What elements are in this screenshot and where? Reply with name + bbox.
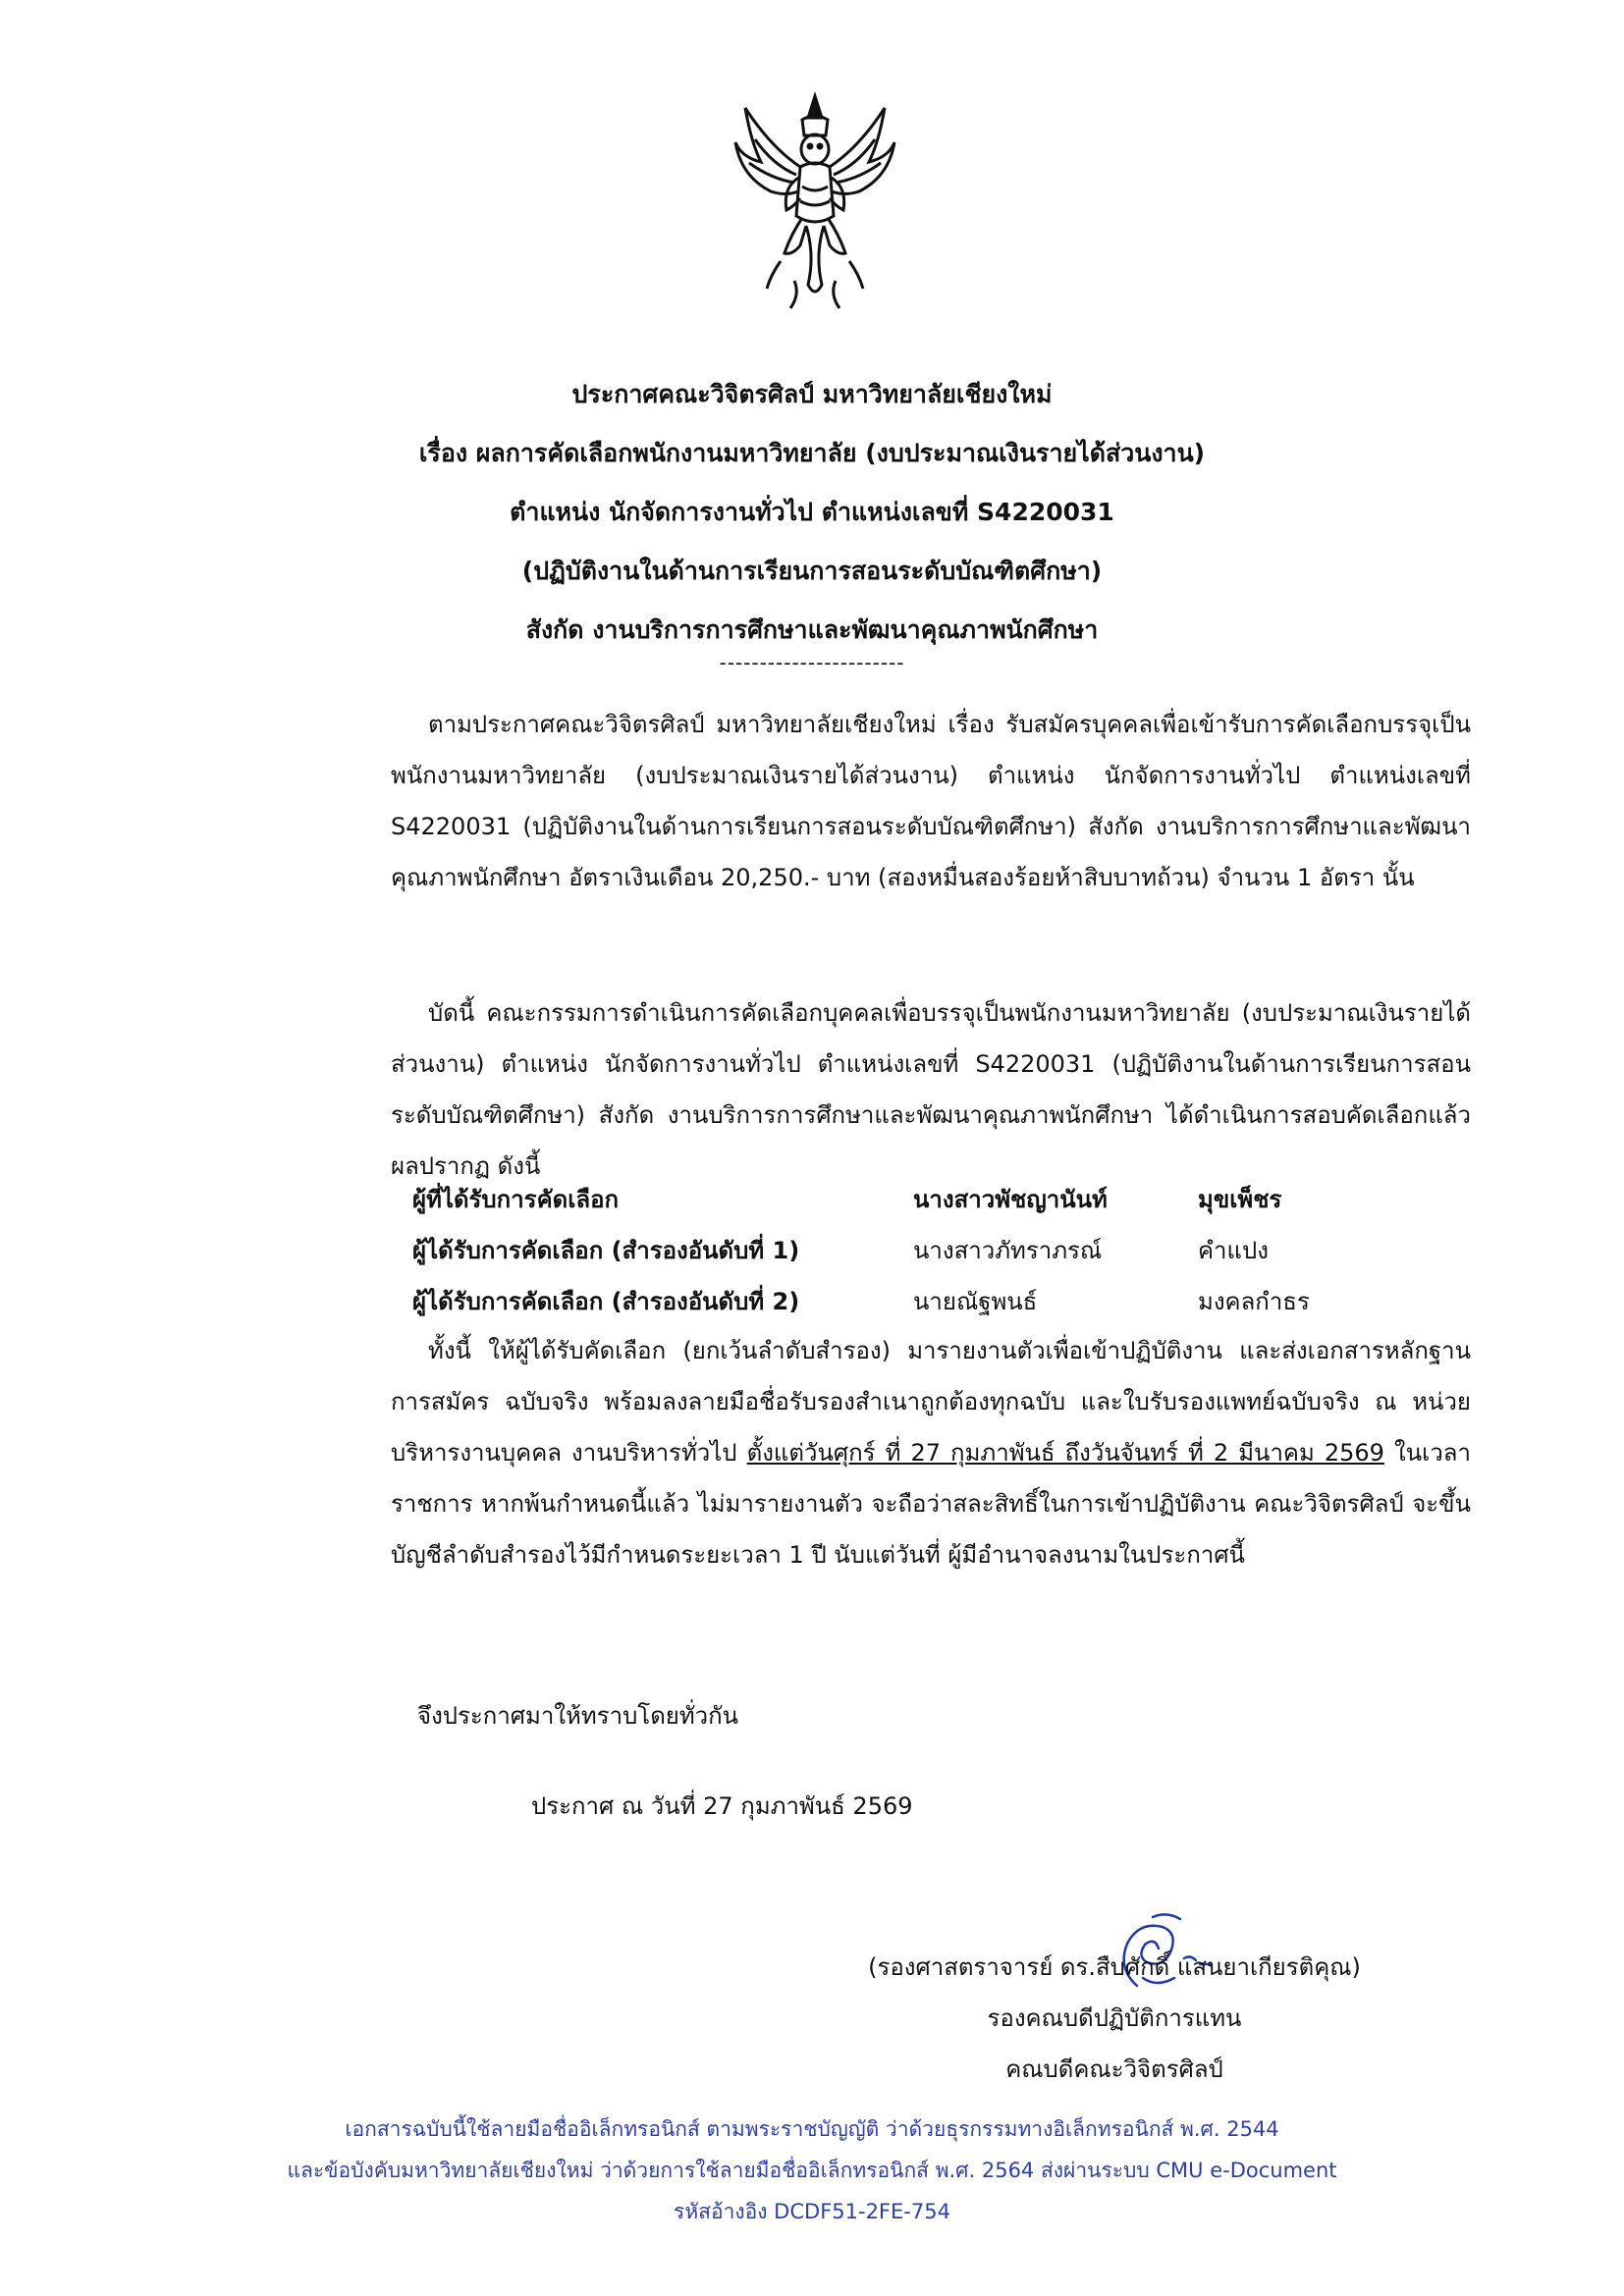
- paragraph-1-text: ตามประกาศคณะวิจิตรศิลป์ มหาวิทยาลัยเชียงใหม่ เรื่อง รับสมัครบุคคลเพื่อเข้ารับการคัดเลือกบรรจุเป็นพนักงานมหาวิทยาลัย (งบประมาณเงินรายได้ส่วนงาน) ตำแหน่ง นักจัดการงานทั่วไป ตำแหน่งเลขที่ S4220031 (ปฏิบัติงานในด้านการเรียนการสอนระดับบัณฑิตศึกษา) สังกัด งานบริการการศึกษาและพัฒนาคุณภาพนักศึกษา อัตราเงินเดือน 20,250.- บาท (สองหมื่นสองร้อยห้าสิบบาทถ้วน) จำนวน 1 อัตรา นั้น: [391, 711, 1471, 891]
- title-line-2: เรื่อง ผลการคัดเลือกพนักงานมหาวิทยาลัย (งบประมาณเงินรายได้ส่วนงาน): [418, 439, 1206, 467]
- announcement-date: ประกาศ ณ วันที่ 27 กุมภาพันธ์ 2569: [531, 1792, 913, 1820]
- paragraph-3-text-after: ในเวลาราชการ หากพ้นกำหนดนี้แล้ว ไม่มารายงานตัว จะถือว่าสละสิทธิ์ในการเข้าปฏิบัติงาน คณะวิจิตรศิลป์ จะขึ้นบัญชีลำดับสำรองไว้มีกำหนดระยะเวลา 1 ปี นับแต่วันที่ ผู้มีอำนาจลงนามในประกาศนี้: [391, 1439, 1471, 1569]
- footer-reference-code: รหัสอ้างอิง DCDF51-2FE-754: [674, 2200, 950, 2223]
- title-line-5: สังกัด งานบริการการศึกษาและพัฒนาคุณภาพนักศึกษา: [525, 615, 1099, 644]
- paragraph-1: [391, 699, 1471, 903]
- garuda-emblem-icon: [731, 88, 898, 314]
- signer-position-1: รองคณบดีปฏิบัติการแทน: [987, 2004, 1242, 2032]
- result-row: [412, 1225, 1394, 1276]
- result-role: ผู้ได้รับการคัดเลือก (สำรองอันดับที่ 2): [412, 1288, 800, 1315]
- paragraph-2-text: บัดนี้ คณะกรรมการดำเนินการคัดเลือกบุคคลเพื่อบรรจุเป็นพนักงานมหาวิทยาลัย (งบประมาณเงินรายได้ส่วนงาน) ตำแหน่ง นักจัดการงานทั่วไป ตำแหน่งเลขที่ S4220031 (ปฏิบัติงานในด้านการเรียนการสอนระดับบัณฑิตศึกษา) สังกัด งานบริการการศึกษาและพัฒนาคุณภาพนักศึกษา ได้ดำเนินการสอบคัดเลือกแล้วผลปรากฏ ดังนี้: [391, 999, 1471, 1180]
- title-line-1: ประกาศคณะวิจิตรศิลป์ มหาวิทยาลัยเชียงใหม่: [571, 380, 1053, 408]
- result-row: [412, 1174, 1394, 1225]
- title-line-3: ตำแหน่ง นักจัดการงานทั่วไป ตำแหน่งเลขที่ S4220031: [510, 498, 1114, 526]
- reporting-period: ตั้งแต่วันศุกร์ ที่ 27 กุมภาพันธ์ ถึงวันจันทร์ ที่ 2 มีนาคม 2569: [746, 1439, 1384, 1467]
- result-role: ผู้ที่ได้รับการคัดเลือก: [412, 1186, 620, 1213]
- paragraph-3-text-before: ทั้งนี้ ให้ผู้ได้รับคัดเลือก (ยกเว้นลำดับสำรอง) มารายงานตัวเพื่อเข้าปฏิบัติงาน และส่งเอกสารหลักฐานการสมัคร ฉบับจริง พร้อมลงลายมือชื่อรับรองสำเนาถูกต้องทุกฉบับ และใบรับรองแพทย์ฉบับจริง ณ หน่วยบริหารงานบุคคล งานบริหารทั่วไป: [391, 1337, 1471, 1467]
- result-first-name: นายณัฐพนธ์: [913, 1288, 1038, 1315]
- signer-position-2: คณบดีคณะวิจิตรศิลป์: [1005, 2056, 1223, 2083]
- result-first-name: นางสาวภัทราภรณ์: [913, 1237, 1103, 1264]
- signer-name: (รองศาสตราจารย์ ดร.สืบศักดิ์ แสนยาเกียรติคุณ): [868, 1953, 1361, 1981]
- result-role: ผู้ได้รับการคัดเลือก (สำรองอันดับที่ 1): [412, 1237, 800, 1264]
- paragraph-2: [391, 988, 1471, 1192]
- result-last-name: มุขเพ็ชร: [1198, 1186, 1282, 1213]
- title-divider: -----------------------: [719, 651, 905, 674]
- signer-block: [835, 1942, 1394, 2095]
- selection-results: [412, 1174, 1394, 1327]
- announcement-title: [0, 365, 1624, 660]
- e-signature-footer: [0, 2109, 1624, 2232]
- footer-line-2: และข้อบังคับมหาวิทยาลัยเชียงใหม่ ว่าด้วยการใช้ลายมือชื่ออิเล็กทรอนิกส์ พ.ศ. 2564 ส่งผ่านระบบ CMU e-Document: [287, 2159, 1337, 2182]
- result-row: [412, 1276, 1394, 1327]
- result-first-name: นางสาวพัชญานันท์: [913, 1186, 1108, 1213]
- footer-line-1: เอกสารฉบับนี้ใช้ลายมือชื่ออิเล็กทรอนิกส์ ตามพระราชบัญญัติ ว่าด้วยธุรกรรมทางอิเล็กทรอนิกส์ พ.ศ. 2544: [345, 2117, 1279, 2141]
- result-last-name: มงคลกำธร: [1198, 1288, 1310, 1315]
- result-last-name: คำแปง: [1198, 1237, 1269, 1264]
- closing-statement: จึงประกาศมาให้ทราบโดยทั่วกัน: [417, 1702, 739, 1730]
- paragraph-3: [391, 1325, 1471, 1580]
- title-line-4: (ปฏิบัติงานในด้านการเรียนการสอนระดับบัณฑิตศึกษา): [521, 557, 1103, 585]
